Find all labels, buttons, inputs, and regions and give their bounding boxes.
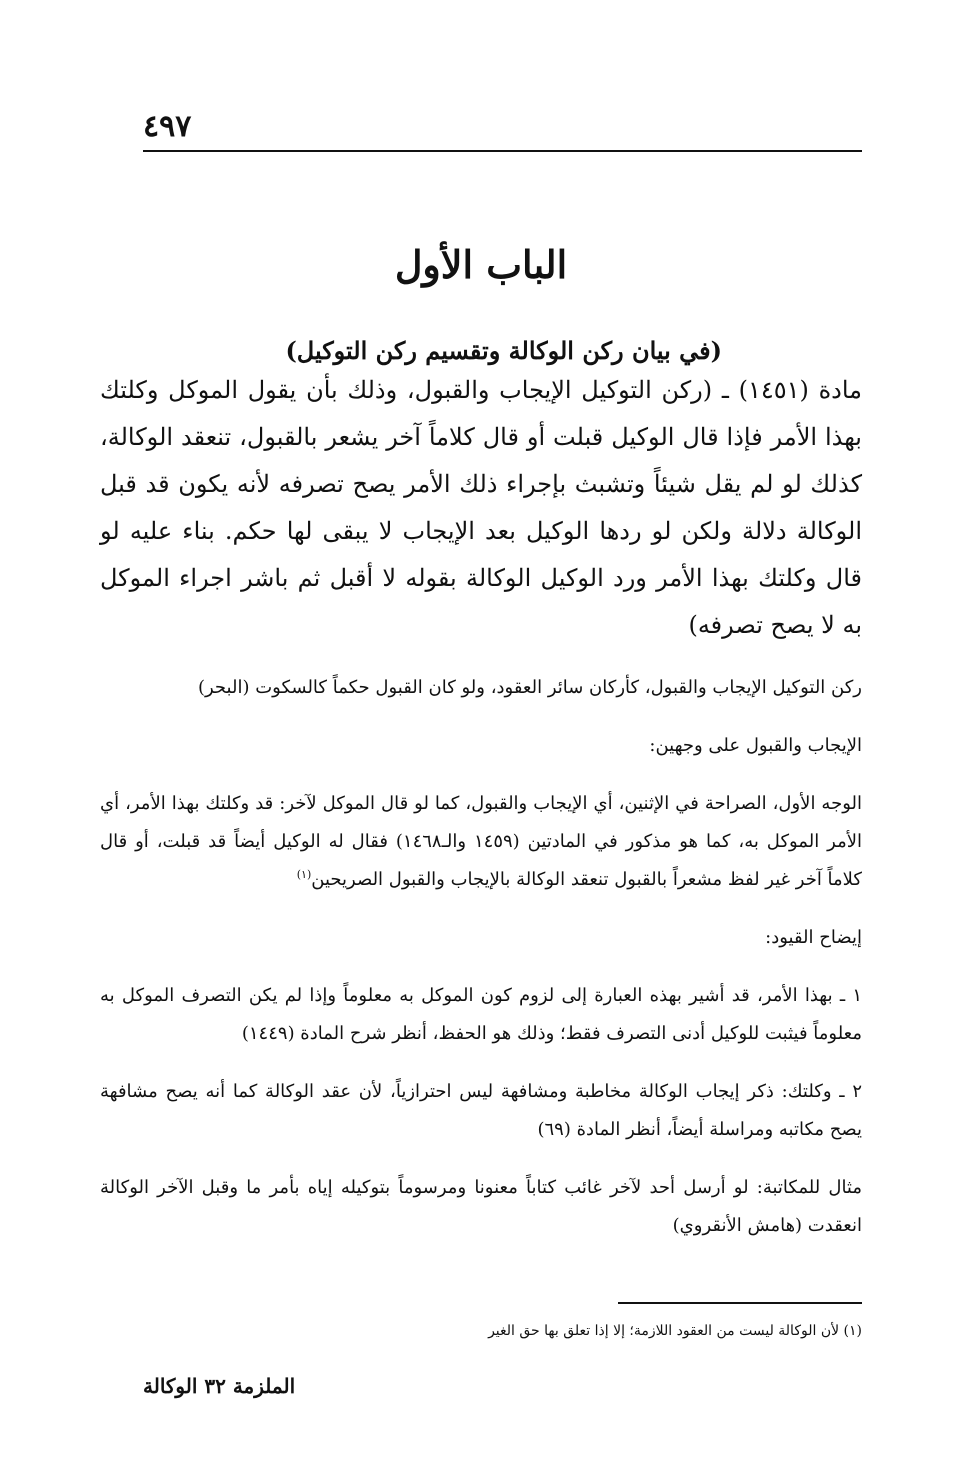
commentary-text: الوجه الأول، الصراحة في الإثنين، أي الإيجاب والقبول، كما لو قال الموكل لآخر: قد وكلتك بهذا الأمر، أي الأمر الموكل به، كما هو مذكور في المادتين (١٤٥٩ والـ١٤٦٨) فقال له الوكيل أيضاً قد قبلت، أو قال كلاماً آخر غير لفظ مشعراً بالقبول تنعقد الوكالة بالإيجاب والقبول الصريحين [100,792,862,890]
article-text: مادة (١٤٥١) ـ (ركن التوكيل الإيجاب والقبول، وذلك بأن يقول الموكل وكلتك بهذا الأمر فإذا قال الوكيل قبلت أو قال كلاماً آخر يشعر بالقبول، تنعقد الوكالة، كذلك لو لم يقل شيئاً وتشبث بإجراء ذلك الأمر يصح تصرفه لأنه يكون قد قبل الوكالة دلالة ولكن لو ردها الوكيل بعد الإيجاب لا يبقى لها حكم. بناء عليه لو قال وكلتك بهذا الأمر ورد الوكيل الوكالة بقوله لا أقبل ثم باشر اجراء الموكل به لا يصح تصرفه) [100,375,863,639]
footnote-marker: (١) [296,867,312,881]
footnote-rule [618,1302,862,1304]
commentary-paragraph: مثال للمكاتبة: لو أرسل أحد لآخر غائب كتاباً معنونا ومرسوماً بتوكيله إياه بأمر ما وقبل الآخر الوكالة انعقدت (هامش الأنقروي) [100,1176,862,1236]
commentary-paragraph: الإيجاب والقبول على وجهين: [649,734,862,756]
section-title: (في بيان ركن الوكالة وتقسيم ركن التوكيل) [285,336,722,366]
header-rule [143,150,862,152]
commentary-paragraph: ١ ـ بهذا الأمر، قد أشير بهذه العبارة إلى لزوم كون الموكل به معلوماً وإذا لم يكن التصرف الموكل به معلوماً فيثبت للوكيل أدنى التصرف فقط؛ وذلك هو الحفظ، أنظر شرح المادة (١٤٤٩) [100,984,862,1044]
commentary-paragraph [100,785,862,899]
chapter-title: الباب الأول [394,242,568,287]
commentary-paragraph: ركن التوكيل الإيجاب والقبول، كأركان سائر العقود، ولو كان القبول حكماً كالسكوت (البحر) [197,676,862,698]
commentary-paragraph: إيضاح القيود: [765,926,862,948]
signature-mark: الملزمة ٣٢ الوكالة [143,1374,296,1398]
commentary-paragraph: ٢ ـ وكلتك: ذكر إيجاب الوكالة مخاطبة ومشافهة ليس احترازياً، لأن عقد الوكالة كما أنه يصح مشافهة يصح مكاتبه ومراسلة أيضاً، أنظر المادة (٦٩) [100,1080,862,1140]
footnote: (١) لأن الوكالة ليست من العقود اللازمة؛ إلا إذا تعلق بها حق الغير [488,1323,862,1339]
page-number: ٤٩٧ [143,109,192,144]
page-content [100,240,862,1265]
